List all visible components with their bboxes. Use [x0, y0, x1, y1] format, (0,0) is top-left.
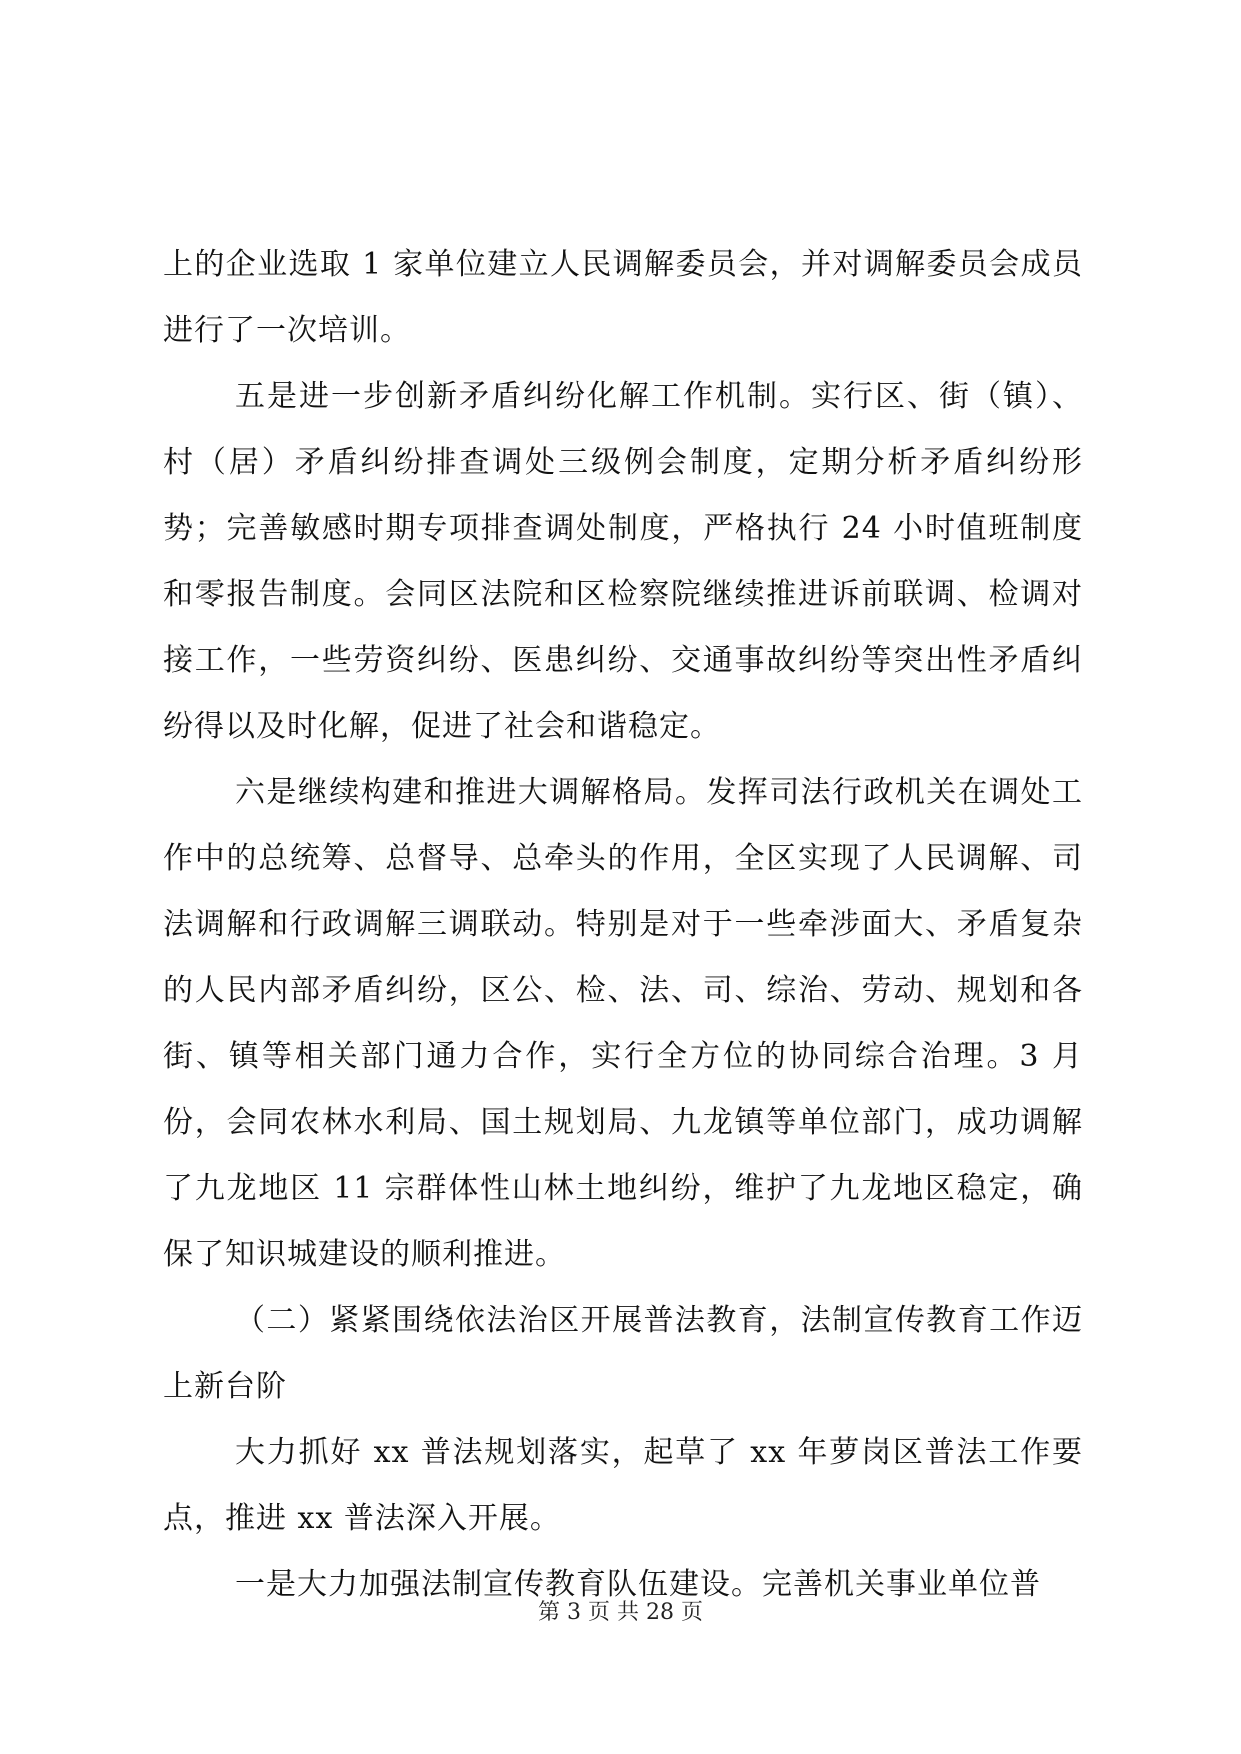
document-body [163, 232, 1083, 1618]
page-number-label: 第 3 页 共 28 页 [538, 1600, 703, 1625]
paragraph-5: 一是大力加强法制宣传教育队伍建设。完善机关事业单位普 [235, 1567, 1041, 1602]
section-heading: （二）紧紧围绕依法治区开展普法教育，法制宣传教育工作迈上新台阶 [163, 1303, 1083, 1404]
paragraph-3: 六是继续构建和推进大调解格局。发挥司法行政机关在调处工作中的总统筹、总督导、总牵头的作用，全区实现了人民调解、司法调解和行政调解三调联动。特别是对于一些牵涉面大、矛盾复杂的人民内部矛盾纠纷，区公、检、法、司、综治、劳动、规划和各街、镇等相关部门通力合作，实行全方位的协同综合治理。3 月份，会同农林水利局、国土规划局、九龙镇等单位部门，成功调解了九龙地区 11 宗群体性山林土地纠纷，维护了九龙地区稳定，确保了知识城建设的顺利推进。 [163, 775, 1083, 1272]
paragraph-4: 大力抓好 xx 普法规划落实，起草了 xx 年萝岗区普法工作要点，推进 xx 普法深入开展。 [163, 1435, 1083, 1536]
paragraph-1: 上的企业选取 1 家单位建立人民调解委员会，并对调解委员会成员进行了一次培训。 [163, 247, 1083, 348]
page-footer [0, 1598, 1241, 1628]
paragraph-2: 五是进一步创新矛盾纠纷化解工作机制。实行区、街（镇）、村（居）矛盾纠纷排查调处三级例会制度，定期分析矛盾纠纷形势；完善敏感时期专项排查调处制度，严格执行 24 小时值班制度和零报告制度。会同区法院和区检察院继续推进诉前联调、检调对接工作，一些劳资纠纷、医患纠纷、交通事故纠纷等突出性矛盾纠纷得以及时化解，促进了社会和谐稳定。 [163, 379, 1083, 744]
